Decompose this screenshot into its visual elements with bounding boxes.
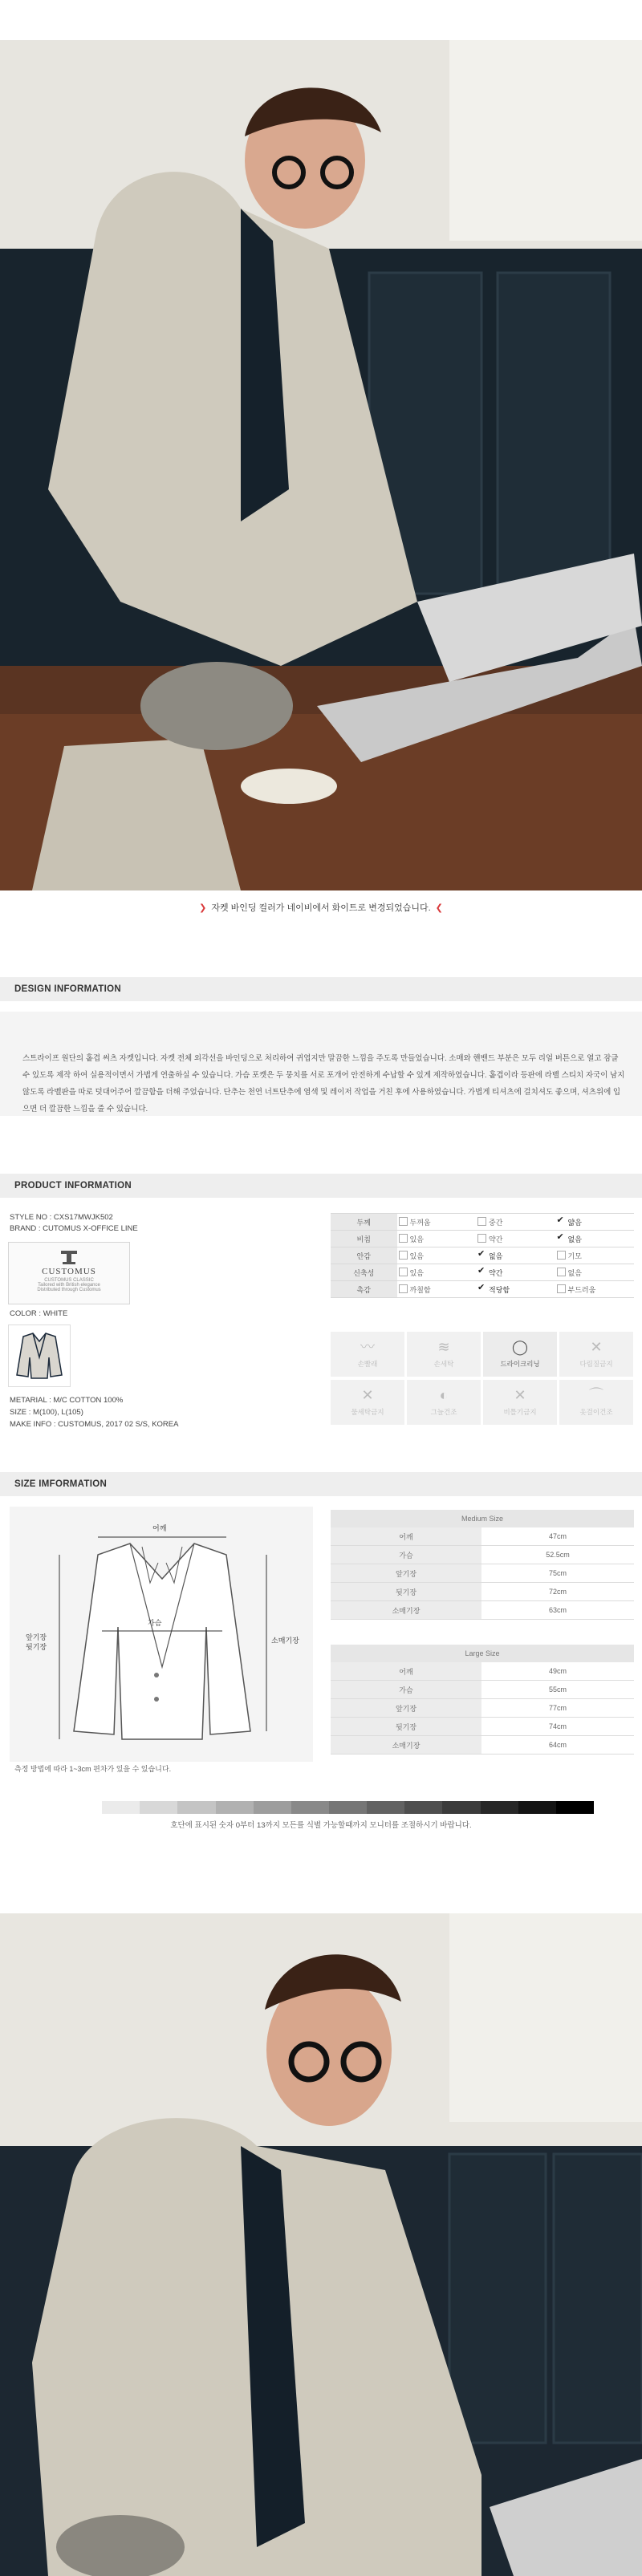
care-item — [331, 1332, 404, 1377]
model-photo-bottom — [0, 1913, 642, 2576]
size-info-header — [0, 1472, 642, 1496]
option-row — [331, 1214, 634, 1231]
size-diagram — [10, 1507, 313, 1762]
size-measure-value: 49cm — [482, 1662, 634, 1681]
option-choice-label: 없음 — [567, 1268, 582, 1277]
calibration-step — [64, 1801, 102, 1814]
size-row — [331, 1662, 634, 1681]
product-meta — [10, 1394, 178, 1430]
size-measure-value: 55cm — [482, 1681, 634, 1699]
size-measure-name: 앞기장 — [331, 1564, 482, 1583]
option-choice — [476, 1247, 555, 1264]
option-choice — [397, 1247, 477, 1264]
care-item — [559, 1380, 633, 1425]
diagram-chest-label: 가슴 — [148, 1619, 162, 1627]
checkbox-icon — [399, 1284, 408, 1293]
size-row — [331, 1736, 634, 1755]
checkbox-icon — [557, 1251, 566, 1260]
option-choice — [555, 1214, 635, 1231]
option-choice-label: 까칠함 — [409, 1285, 431, 1294]
care-item — [407, 1332, 481, 1377]
care-instructions — [331, 1332, 634, 1425]
option-choice — [476, 1281, 555, 1298]
size-row — [331, 1601, 634, 1620]
option-choice-label: 약간 — [489, 1268, 503, 1277]
option-label: 신축성 — [331, 1264, 397, 1281]
option-choice — [476, 1214, 555, 1231]
calibration-step — [216, 1801, 254, 1814]
option-label: 촉감 — [331, 1281, 397, 1298]
option-choice — [555, 1231, 635, 1247]
option-choice-label: 없음 — [567, 1235, 582, 1243]
logo-sub-1: CUSTOMUS CLASSIC — [44, 1278, 94, 1283]
design-info-header — [0, 977, 642, 1001]
size-measure-name: 소매기장 — [331, 1736, 482, 1755]
size-measure-name: 가슴 — [331, 1546, 482, 1564]
jacket-outline-icon — [74, 1544, 250, 1739]
size-row — [331, 1699, 634, 1718]
design-info-panel — [0, 1012, 642, 1116]
option-choice — [476, 1264, 555, 1281]
size-measure-value: 77cm — [482, 1699, 634, 1718]
size-measure-value: 75cm — [482, 1564, 634, 1583]
size-measure-name: 어깨 — [331, 1662, 482, 1681]
checkmark-icon — [557, 1217, 564, 1224]
no-iron-icon: ✕ — [590, 1339, 603, 1355]
size-row — [331, 1564, 634, 1583]
size-row — [331, 1583, 634, 1601]
no-wring-icon: ✕ — [514, 1387, 526, 1403]
option-choice — [555, 1264, 635, 1281]
option-choice-label: 약간 — [489, 1235, 503, 1243]
diagram-sleeve-label: 소매기장 — [271, 1637, 299, 1645]
calibration-step — [140, 1801, 177, 1814]
calibration-step — [481, 1801, 518, 1814]
option-label: 안감 — [331, 1247, 397, 1264]
care-label: 다림질금지 — [579, 1360, 613, 1368]
style-number: STYLE NO : CXS17MWJK502 — [10, 1213, 113, 1222]
option-choice-label: 얇음 — [567, 1218, 582, 1227]
size-measure-value: 74cm — [482, 1718, 634, 1736]
care-item — [331, 1380, 404, 1425]
make-info: MAKE INFO : CUSTOMUS, 2017 02 S/S, KOREA — [10, 1420, 179, 1429]
color-label: COLOR : WHITE — [10, 1309, 68, 1318]
size-measure-value: 64cm — [482, 1736, 634, 1755]
option-choice-label: 적당함 — [489, 1285, 510, 1294]
size-measure-value: 72cm — [482, 1583, 634, 1601]
option-row — [331, 1281, 634, 1298]
calibration-step — [404, 1801, 442, 1814]
calibration-step — [556, 1801, 594, 1814]
material: METARIAL : M/C COTTON 100% — [10, 1396, 124, 1405]
size-row — [331, 1546, 634, 1564]
care-label: 드라이크리닝 — [500, 1360, 540, 1368]
option-choice — [397, 1214, 477, 1231]
logo-name: CUSTOMUS — [42, 1267, 96, 1276]
option-choice — [555, 1247, 635, 1264]
binding-notice — [0, 892, 642, 924]
option-choice-label: 두꺼움 — [409, 1218, 431, 1227]
shade-dry-icon: ◐ — [439, 1387, 449, 1403]
option-choice-label: 기모 — [567, 1251, 582, 1260]
calibration-step — [177, 1801, 215, 1814]
care-item — [483, 1332, 557, 1377]
care-item — [483, 1380, 557, 1425]
calibration-step — [291, 1801, 329, 1814]
fabric-options-table — [331, 1213, 634, 1298]
option-label: 두께 — [331, 1214, 397, 1231]
checkmark-icon — [477, 1251, 485, 1258]
product-identity — [10, 1212, 138, 1235]
care-item — [407, 1380, 481, 1425]
large-size-heading: Large Size — [331, 1645, 634, 1662]
product-info-header — [0, 1174, 642, 1198]
size-measure-name: 뒷기장 — [331, 1718, 482, 1736]
calibration-step — [442, 1801, 480, 1814]
brand-line: BRAND : CUTOMUS X-OFFICE LINE — [10, 1224, 138, 1233]
hero-photo — [0, 40, 642, 890]
hanger-dry-icon: ⌒ — [589, 1387, 603, 1403]
large-size-table — [331, 1645, 634, 1755]
calibration-step — [254, 1801, 291, 1814]
size-measure-name: 앞기장 — [331, 1699, 482, 1718]
checkmark-icon — [557, 1234, 564, 1241]
size-measure-name: 뒷기장 — [331, 1583, 482, 1601]
option-row — [331, 1231, 634, 1247]
option-choice-label: 중간 — [489, 1218, 503, 1227]
care-item — [559, 1332, 633, 1377]
notice-arrow-left-icon: ❮ — [435, 903, 443, 913]
care-label: 물세탁금지 — [351, 1408, 384, 1416]
care-label: 손세탁 — [433, 1360, 454, 1368]
option-row — [331, 1247, 634, 1264]
checkbox-icon — [477, 1234, 486, 1243]
design-description: 스트라이프 원단의 홑겹 써츠 자켓입니다. 자켓 전체 외각선을 바인딩으로 처리하여 귀엽지만 말끔한 느낌을 주도록 만들었습니다. 소매와 핸밴드 부분은 모두 리얼 버튼으로 열고 잠글 수 있도록 제작 하여 실용적이면서 가볍게 연출하실 수 있습니다. 가슴 포켓은 두 뭉치를 서로 포개어 안전하게 수납할 수 있게 제작하였습니다. 홑겹이라 등판에 라벨 스티치 자국이 남지 않도록 라벨판을 따로 덧대어주어 깔끔함을 더해 주었습니다. 단추는 천연 너트단추에 염색 및 레이저 작업을 거친 후에 사용하였습니다. 가볍게 티셔츠에 걸치셔도 좋으며, 셔츠위에 입으면 더 깔끔한 느낌을 줄 수 있습니다. — [22, 1054, 625, 1114]
diagram-front-length-label: 앞기장 — [26, 1633, 47, 1641]
calibration-step — [367, 1801, 404, 1814]
medium-size-table — [331, 1510, 634, 1620]
calibration-step — [518, 1801, 556, 1814]
checkmark-icon — [477, 1268, 485, 1275]
checkbox-icon — [399, 1251, 408, 1260]
size-row — [331, 1718, 634, 1736]
option-choice — [397, 1281, 477, 1298]
size-row — [331, 1681, 634, 1699]
checkbox-icon — [557, 1268, 566, 1276]
care-label: 비틀기금지 — [503, 1408, 537, 1416]
jacket-thumbnail-icon — [9, 1325, 70, 1386]
color-swatch-jacket[interactable] — [8, 1325, 71, 1387]
logo-mark-icon — [59, 1251, 79, 1265]
checkbox-icon — [399, 1234, 408, 1243]
calibration-step — [329, 1801, 367, 1814]
product-info-title: PRODUCT INFORMATION — [14, 1181, 132, 1191]
option-label: 비침 — [331, 1231, 397, 1247]
option-row — [331, 1264, 634, 1281]
size-measure-name: 어깨 — [331, 1527, 482, 1546]
wash-tub-icon: ≋ — [437, 1339, 450, 1355]
size-measure-name: 가슴 — [331, 1681, 482, 1699]
option-choice-label: 있음 — [409, 1235, 424, 1243]
option-choice-label: 있음 — [409, 1268, 424, 1277]
option-choice-label: 없음 — [489, 1251, 503, 1260]
checkbox-icon — [477, 1217, 486, 1226]
hand-wash-icon: 〰 — [360, 1339, 375, 1355]
size-measure-value: 52.5cm — [482, 1546, 634, 1564]
size-info-title: SIZE IMFORMATION — [14, 1479, 108, 1489]
care-label: 손빨래 — [357, 1360, 378, 1368]
notice-text: 자켓 바인딩 컬러가 네이비에서 화이트로 변경되었습니다. — [211, 903, 431, 913]
size-measure-value: 63cm — [482, 1601, 634, 1620]
dry-clean-icon: ◯ — [511, 1339, 529, 1355]
measurement-note: 측정 방법에 따라 1~3cm 편차가 있을 수 있습니다. — [14, 1765, 172, 1773]
checkbox-icon — [557, 1284, 566, 1293]
option-choice — [397, 1264, 477, 1281]
diagram-shoulder-label: 어깨 — [152, 1524, 167, 1532]
care-label: 그늘건조 — [430, 1408, 457, 1416]
notice-arrow-right-icon: ❯ — [199, 903, 207, 913]
checkmark-icon — [477, 1284, 485, 1292]
option-choice — [555, 1281, 635, 1298]
checkbox-icon — [399, 1217, 408, 1226]
medium-size-heading: Medium Size — [331, 1510, 634, 1527]
size-row — [331, 1527, 634, 1546]
option-choice-label: 있음 — [409, 1251, 424, 1260]
checkbox-icon — [399, 1268, 408, 1276]
no-wash-icon: ✕ — [361, 1387, 374, 1403]
monitor-calibration-strip — [64, 1801, 594, 1814]
size-measure-name: 소매기장 — [331, 1601, 482, 1620]
design-info-title: DESIGN INFORMATION — [14, 984, 121, 994]
logo-sub-2: Tailored with British elegance — [38, 1283, 100, 1288]
option-choice-label: 부드러움 — [567, 1285, 596, 1294]
diagram-back-length-label: 뒷기장 — [26, 1643, 47, 1651]
option-choice — [476, 1231, 555, 1247]
calibration-step — [102, 1801, 140, 1814]
care-label: 옷걸이건조 — [579, 1408, 613, 1416]
monitor-calibration-note: 호단에 표시된 숫자 0부터 13까지 모든를 식별 가능할때까지 모니터를 조절하시기 바랍니다. — [170, 1821, 472, 1830]
size-measure-value: 47cm — [482, 1527, 634, 1546]
option-choice — [397, 1231, 477, 1247]
size-range: SIZE : M(100), L(105) — [10, 1408, 83, 1417]
brand-logo — [8, 1242, 130, 1304]
logo-sub-3: Distributed through Customus — [37, 1288, 101, 1292]
